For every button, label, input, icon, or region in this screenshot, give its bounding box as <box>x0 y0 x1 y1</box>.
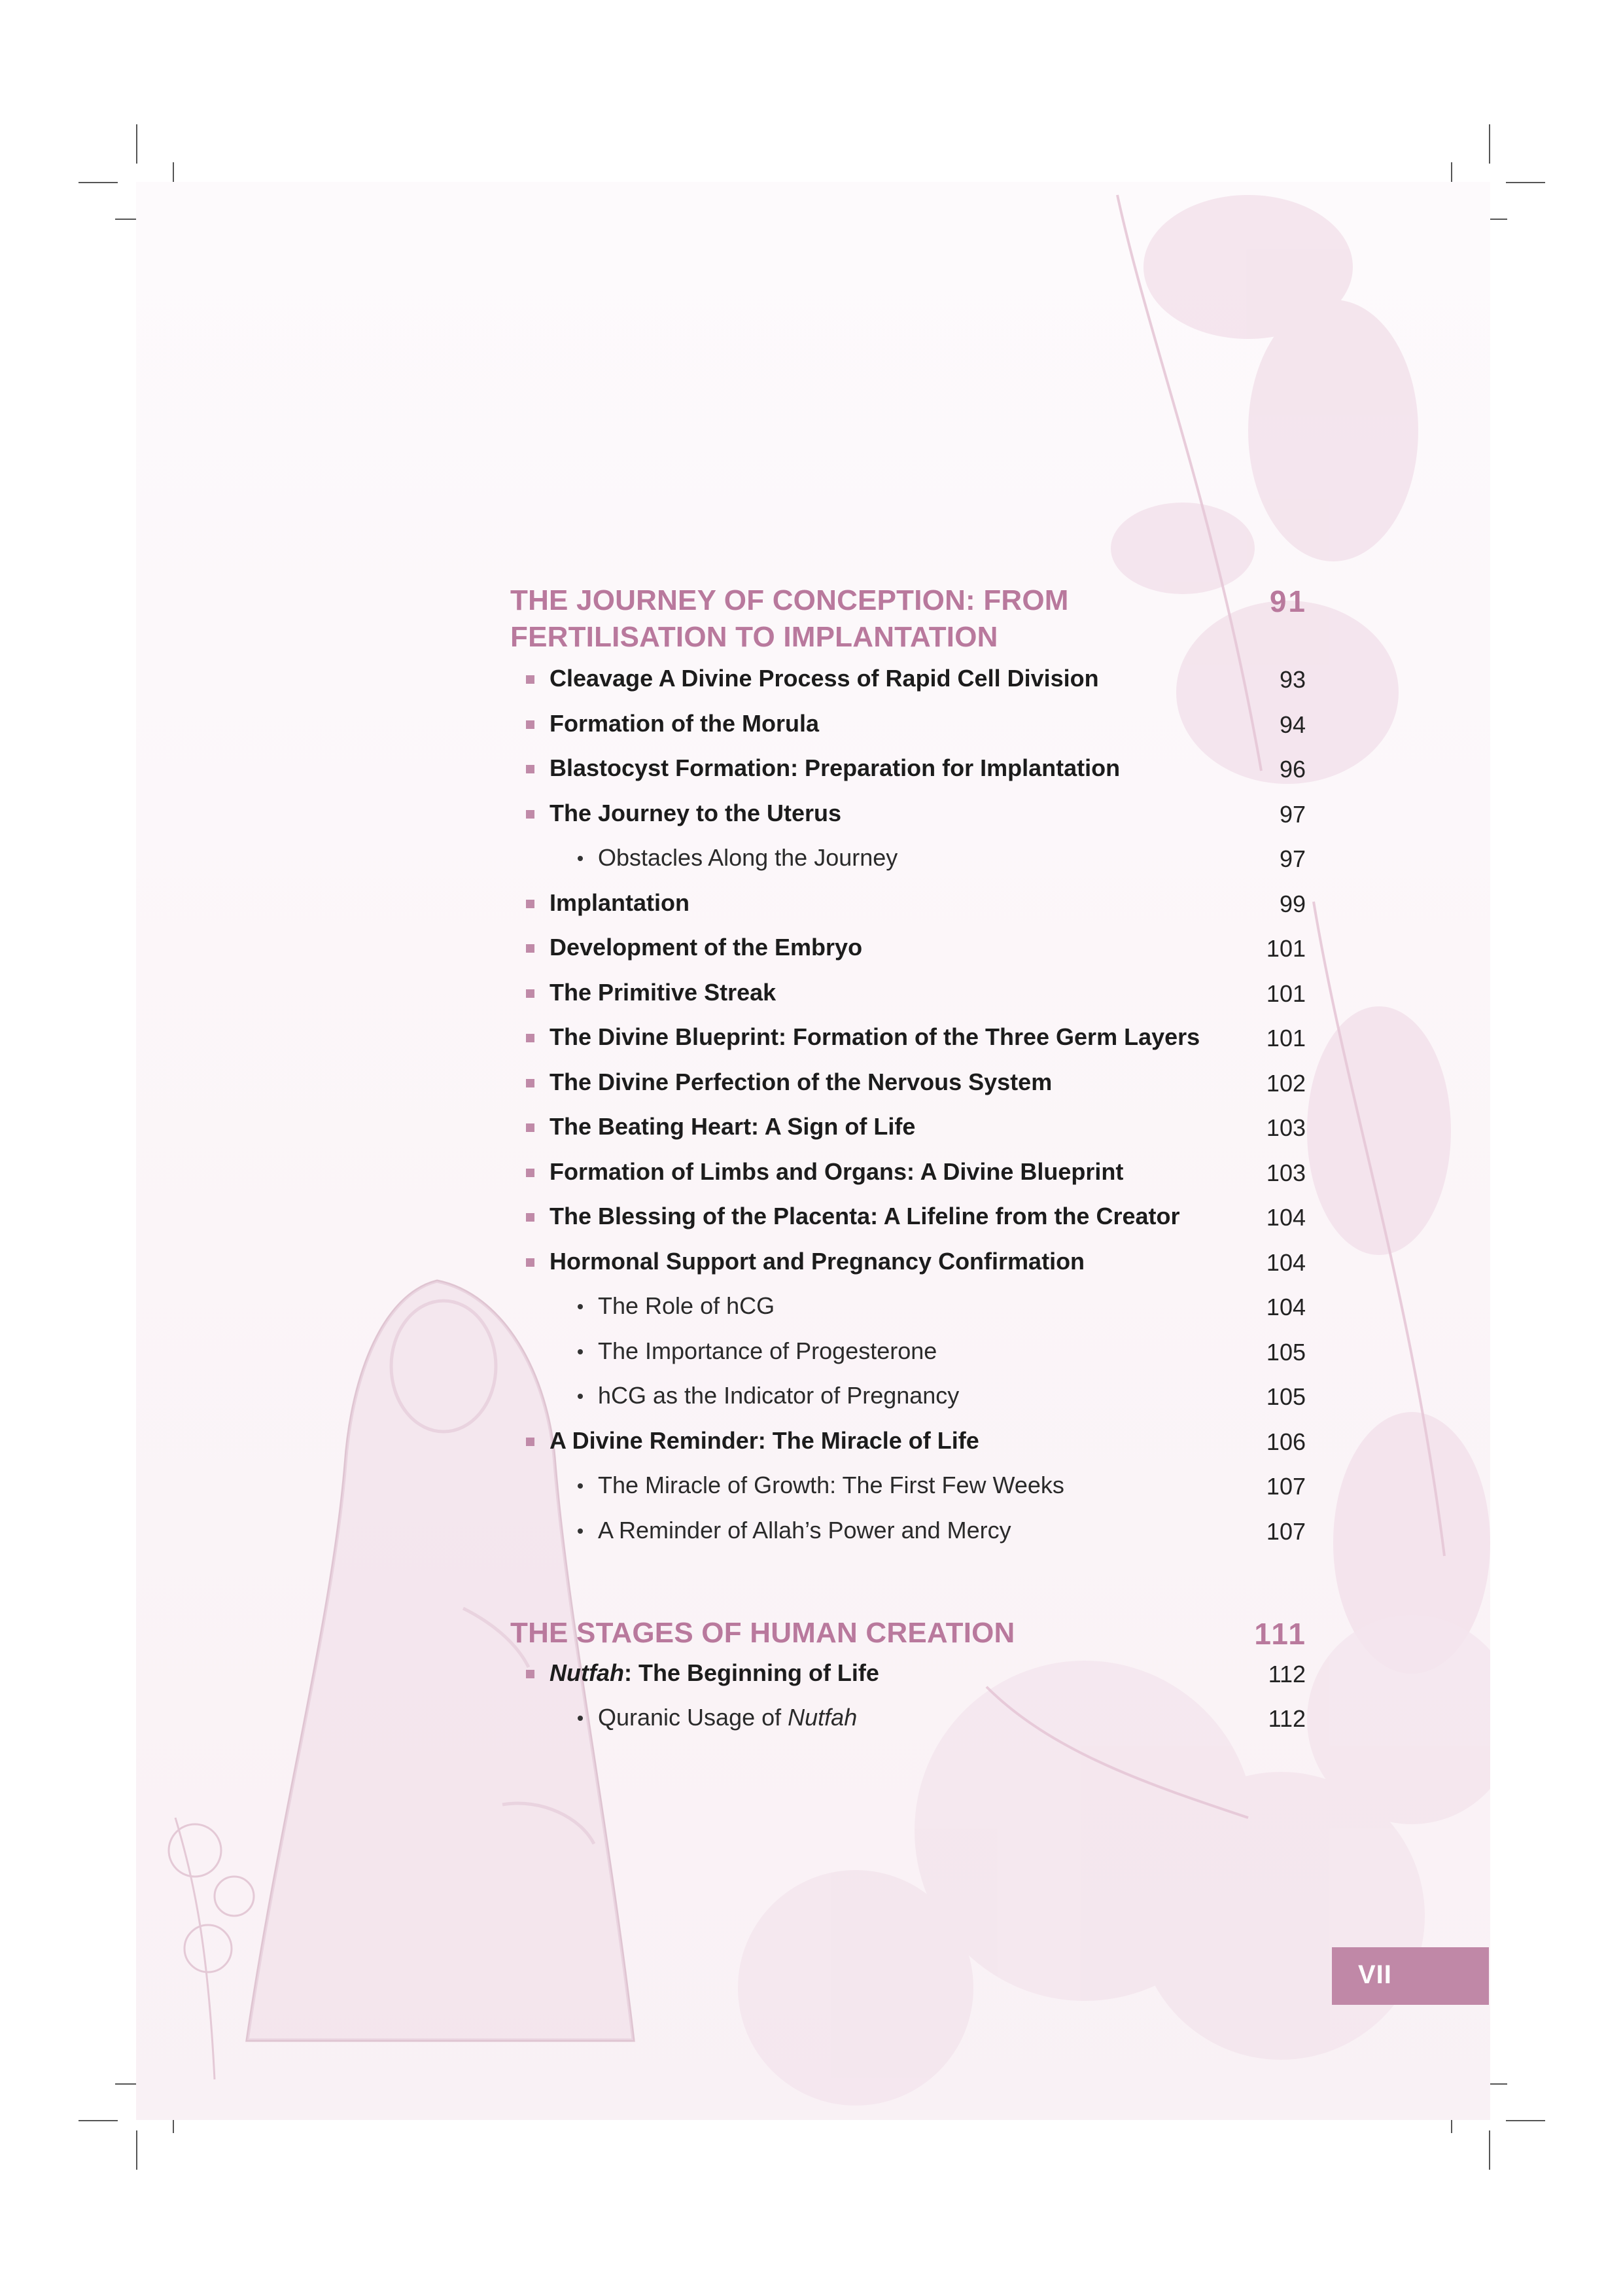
section-title-line: FERTILISATION TO IMPLANTATION <box>510 621 998 653</box>
toc-entry-label <box>598 1704 857 1731</box>
toc-entry-page: 104 <box>1266 1249 1306 1276</box>
toc-entry-page: 99 <box>1279 891 1306 917</box>
toc-entry-page: 93 <box>1279 666 1306 693</box>
dot-bullet-icon <box>578 1483 583 1489</box>
square-bullet-icon <box>526 1123 534 1132</box>
dot-bullet-icon <box>578 856 583 861</box>
toc-entry-label: The Primitive Streak <box>550 979 777 1006</box>
toc-entry-label: The Journey to the Uterus <box>550 800 842 826</box>
crop-mark <box>1506 2120 1545 2121</box>
section-title: THE STAGES OF HUMAN CREATION <box>510 1617 1015 1649</box>
dot-bullet-icon <box>578 1349 583 1354</box>
toc-entry-label: Formation of Limbs and Organs: A Divine Blueprint <box>550 1158 1124 1185</box>
toc-entry-label: A Divine Reminder: The Miracle of Life <box>550 1427 979 1454</box>
toc-entry-page: 112 <box>1268 1705 1306 1732</box>
label-text: Quranic Usage of <box>598 1704 788 1731</box>
toc-entry-label: hCG as the Indicator of Pregnancy <box>598 1382 960 1409</box>
square-bullet-icon <box>526 1079 534 1087</box>
toc-entry[interactable] <box>510 1154 1321 1193</box>
toc-entry-page: 94 <box>1279 711 1306 738</box>
section-title-line: THE JOURNEY OF CONCEPTION: FROM <box>510 584 1069 616</box>
dot-bullet-icon <box>578 1304 583 1309</box>
toc-entry-label: Hormonal Support and Pregnancy Confirmation <box>550 1248 1085 1275</box>
toc-entry[interactable] <box>510 1700 1321 1739</box>
toc-entry-label: Formation of the Morula <box>550 710 819 737</box>
toc-entry-page: 103 <box>1266 1159 1306 1186</box>
toc-entry-label: Cleavage A Divine Process of Rapid Cell Division <box>550 665 1099 692</box>
toc-entry[interactable] <box>510 840 1321 879</box>
toc-entry-label: The Blessing of the Placenta: A Lifeline from the Creator <box>550 1203 1180 1229</box>
toc-entry[interactable] <box>510 930 1321 969</box>
italic-term: Nutfah <box>788 1704 858 1731</box>
toc-entry[interactable] <box>510 661 1321 700</box>
square-bullet-icon <box>526 900 534 908</box>
toc-entry-page: 104 <box>1266 1204 1306 1231</box>
label-text: : The Beginning of Life <box>623 1659 879 1686</box>
floral-illustration <box>136 182 1490 2120</box>
toc-entry[interactable] <box>510 751 1321 790</box>
square-bullet-icon <box>526 1213 534 1222</box>
square-bullet-icon <box>526 1169 534 1177</box>
toc-entry[interactable] <box>510 1199 1321 1238</box>
toc-entry-page: 97 <box>1279 801 1306 828</box>
toc-entry-page: 102 <box>1266 1070 1306 1097</box>
toc-entry-label: The Miracle of Growth: The First Few Weeks <box>598 1472 1064 1498</box>
crop-mark <box>136 2130 137 2170</box>
toc-entry-label: A Reminder of Allah’s Power and Mercy <box>598 1517 1011 1544</box>
toc-entry-label: The Role of hCG <box>598 1292 775 1319</box>
toc-entry[interactable] <box>510 885 1321 925</box>
square-bullet-icon <box>526 1034 534 1042</box>
toc-entry[interactable] <box>510 706 1321 745</box>
square-bullet-icon <box>526 1670 534 1678</box>
square-bullet-icon <box>526 989 534 998</box>
toc-entry-page: 103 <box>1266 1114 1306 1141</box>
toc-entry[interactable] <box>510 1288 1321 1328</box>
toc-entry-page: 97 <box>1279 845 1306 872</box>
toc-entry-label: Obstacles Along the Journey <box>598 844 898 871</box>
square-bullet-icon <box>526 720 534 729</box>
toc-entry-label: Blastocyst Formation: Preparation for Implantation <box>550 754 1121 781</box>
dot-bullet-icon <box>578 1528 583 1534</box>
square-bullet-icon <box>526 944 534 953</box>
toc-entry-page: 107 <box>1266 1473 1306 1500</box>
square-bullet-icon <box>526 810 534 819</box>
square-bullet-icon <box>526 765 534 773</box>
toc-entry[interactable] <box>510 1378 1321 1417</box>
crop-mark <box>79 2120 118 2121</box>
toc-entry-page: 107 <box>1266 1518 1306 1545</box>
crop-mark <box>1489 2130 1490 2170</box>
toc-entry-label: The Divine Blueprint: Formation of the Three Germ Layers <box>550 1023 1200 1050</box>
toc-entry-page: 106 <box>1266 1428 1306 1455</box>
floral-background <box>136 182 1490 2120</box>
page-folio-number: VII <box>1358 1960 1392 1989</box>
crop-mark <box>79 182 118 183</box>
toc-entry[interactable] <box>510 1244 1321 1283</box>
toc-entry-label: The Divine Perfection of the Nervous System <box>550 1069 1053 1095</box>
toc-entry[interactable] <box>510 1513 1321 1552</box>
toc-entry-page: 101 <box>1266 980 1306 1007</box>
toc-entry[interactable] <box>510 796 1321 835</box>
crop-mark <box>1489 124 1490 164</box>
toc-entry-page: 105 <box>1266 1383 1306 1410</box>
dot-bullet-icon <box>578 1716 583 1721</box>
crop-mark <box>1506 182 1545 183</box>
toc-entry[interactable] <box>510 1019 1321 1059</box>
crop-mark <box>136 124 137 164</box>
toc-entry-page: 105 <box>1266 1339 1306 1366</box>
page-folio-tab <box>1332 1947 1489 2005</box>
toc-entry-page: 96 <box>1279 756 1306 783</box>
section-page-number: 111 <box>1254 1617 1307 1651</box>
italic-term: Nutfah <box>550 1659 624 1686</box>
toc-entry-label: Development of the Embryo <box>550 934 863 961</box>
square-bullet-icon <box>526 1438 534 1446</box>
toc-entry-label: The Importance of Progesterone <box>598 1337 937 1364</box>
toc-entry[interactable] <box>510 1423 1321 1462</box>
toc-entry-label <box>550 1659 879 1687</box>
toc-entry-label: Implantation <box>550 889 689 916</box>
toc-entry[interactable] <box>510 975 1321 1014</box>
toc-entry[interactable] <box>510 1468 1321 1507</box>
dot-bullet-icon <box>578 1394 583 1399</box>
toc-entry[interactable] <box>510 1109 1321 1148</box>
toc-entry-page: 101 <box>1266 1025 1306 1051</box>
toc-entry-page: 112 <box>1268 1661 1306 1687</box>
toc-entry-page: 104 <box>1266 1294 1306 1320</box>
section-page-number: 91 <box>1269 584 1307 618</box>
toc-entry[interactable] <box>510 1065 1321 1104</box>
toc-entry-label: The Beating Heart: A Sign of Life <box>550 1113 916 1140</box>
square-bullet-icon <box>526 675 534 684</box>
toc-entry-page: 101 <box>1266 935 1306 962</box>
square-bullet-icon <box>526 1258 534 1267</box>
toc-entry[interactable] <box>510 1333 1321 1373</box>
toc-entry[interactable] <box>510 1655 1321 1695</box>
section-title <box>510 582 1164 656</box>
